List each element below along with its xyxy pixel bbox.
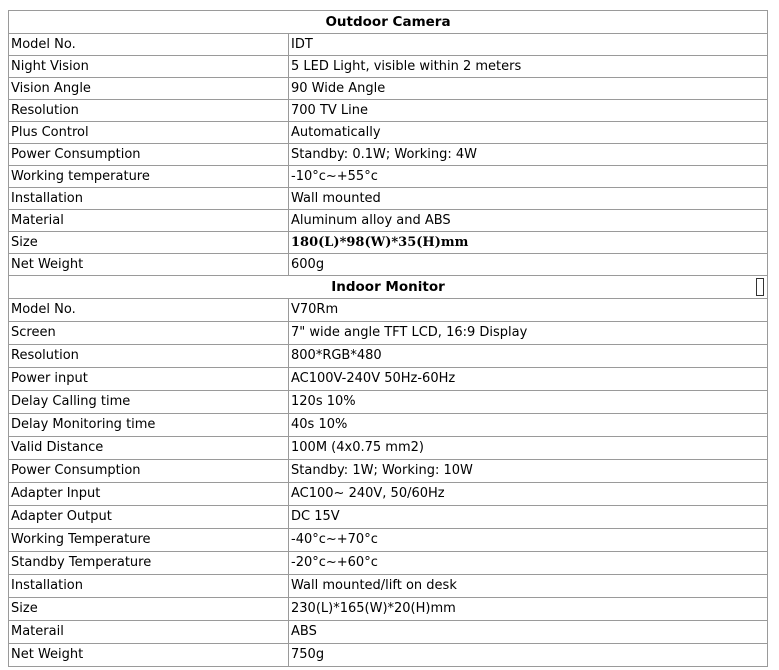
table-row: [9, 552, 768, 575]
spec-label: Model No.: [9, 299, 289, 322]
table-row: [9, 414, 768, 437]
spec-value: ABS: [289, 621, 768, 644]
spec-value: -20°c~+60°c: [289, 552, 768, 575]
spec-label: Model No.: [9, 34, 289, 56]
spec-value: Standby: 1W; Working: 10W: [289, 460, 768, 483]
spec-label: Delay Calling time: [9, 391, 289, 414]
spec-label: Delay Monitoring time: [9, 414, 289, 437]
spec-label: Standby Temperature: [9, 552, 289, 575]
spec-label: Working temperature: [9, 166, 289, 188]
table-row: [9, 575, 768, 598]
spec-value: 90 Wide Angle: [289, 78, 768, 100]
table-row: [9, 78, 768, 100]
spec-label: Materail: [9, 621, 289, 644]
table-row: [9, 56, 768, 78]
section-header-row: [9, 276, 768, 299]
spec-value: 40s 10%: [289, 414, 768, 437]
section-header-row: [9, 11, 768, 34]
table-row: [9, 529, 768, 552]
spec-value: Standby: 0.1W; Working: 4W: [289, 144, 768, 166]
spec-table: [8, 10, 768, 667]
scroll-indicator[interactable]: [756, 278, 764, 296]
table-row: [9, 483, 768, 506]
table-row: [9, 299, 768, 322]
spec-label: Size: [9, 598, 289, 621]
spec-value: -10°c~+55°c: [289, 166, 768, 188]
table-row: [9, 644, 768, 667]
spec-label: Power Consumption: [9, 460, 289, 483]
spec-value: Wall mounted/lift on desk: [289, 575, 768, 598]
spec-label: Net Weight: [9, 254, 289, 276]
table-row: [9, 598, 768, 621]
outdoor-camera-title: Outdoor Camera: [9, 11, 768, 34]
spec-value: 700 TV Line: [289, 100, 768, 122]
table-row: [9, 210, 768, 232]
spec-label: Adapter Output: [9, 506, 289, 529]
table-row: [9, 391, 768, 414]
spec-label: Valid Distance: [9, 437, 289, 460]
spec-value: 7" wide angle TFT LCD, 16:9 Display: [289, 322, 768, 345]
spec-label: Installation: [9, 188, 289, 210]
spec-label: Resolution: [9, 345, 289, 368]
indoor-monitor-title: Indoor Monitor: [331, 279, 445, 295]
spec-value: -40°c~+70°c: [289, 529, 768, 552]
table-row: [9, 100, 768, 122]
spec-label: Power Consumption: [9, 144, 289, 166]
table-row: [9, 166, 768, 188]
spec-value: 750g: [289, 644, 768, 667]
table-row: [9, 437, 768, 460]
spec-value: 800*RGB*480: [289, 345, 768, 368]
spec-value: Wall mounted: [289, 188, 768, 210]
spec-label: Resolution: [9, 100, 289, 122]
table-row: [9, 506, 768, 529]
table-row: [9, 232, 768, 254]
spec-value: V70Rm: [289, 299, 768, 322]
spec-value: DC 15V: [289, 506, 768, 529]
spec-value: Aluminum alloy and ABS: [289, 210, 768, 232]
spec-value: AC100V-240V 50Hz-60Hz: [289, 368, 768, 391]
spec-label: Working Temperature: [9, 529, 289, 552]
spec-label: Material: [9, 210, 289, 232]
table-row: [9, 322, 768, 345]
spec-value: 5 LED Light, visible within 2 meters: [289, 56, 768, 78]
spec-label: Plus Control: [9, 122, 289, 144]
spec-label: Night Vision: [9, 56, 289, 78]
spec-value: 600g: [289, 254, 768, 276]
table-row: [9, 460, 768, 483]
table-row: [9, 254, 768, 276]
table-row: [9, 621, 768, 644]
spec-value: 120s 10%: [289, 391, 768, 414]
spec-label: Adapter Input: [9, 483, 289, 506]
indoor-monitor-section: [9, 276, 768, 667]
table-row: [9, 144, 768, 166]
table-row: [9, 34, 768, 56]
spec-label: Installation: [9, 575, 289, 598]
table-row: [9, 188, 768, 210]
spec-label: Screen: [9, 322, 289, 345]
table-row: [9, 345, 768, 368]
spec-label: Net Weight: [9, 644, 289, 667]
spec-value: AC100~ 240V, 50/60Hz: [289, 483, 768, 506]
spec-value: IDT: [289, 34, 768, 56]
spec-value: 180(L)*98(W)*35(H)mm: [289, 232, 768, 254]
spec-value: 100M (4x0.75 mm2): [289, 437, 768, 460]
spec-label: Vision Angle: [9, 78, 289, 100]
spec-value: 230(L)*165(W)*20(H)mm: [289, 598, 768, 621]
spec-value: Automatically: [289, 122, 768, 144]
spec-label: Size: [9, 232, 289, 254]
table-row: [9, 368, 768, 391]
outdoor-camera-section: [9, 11, 768, 276]
table-row: [9, 122, 768, 144]
indoor-monitor-header: [9, 276, 768, 299]
spec-label: Power input: [9, 368, 289, 391]
